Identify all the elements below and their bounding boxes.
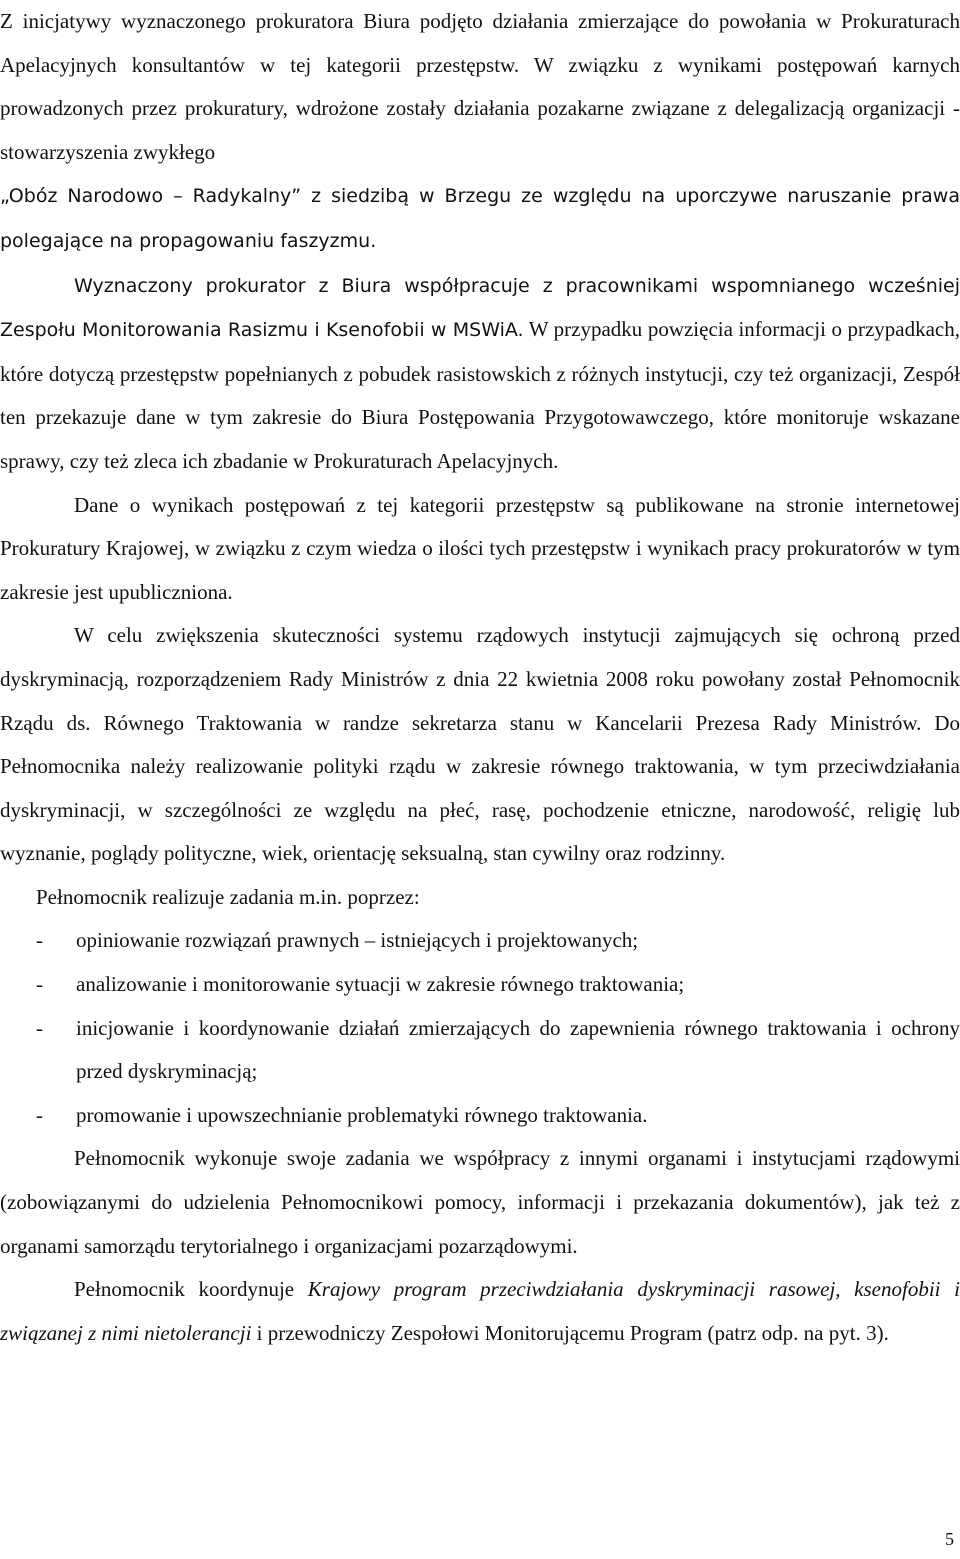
paragraph-oboz-narodowo-text: „Obóz Narodowo – Radykalny” z siedzibą w Brzegu ze względu na uporczywe naruszanie prawa polegające na propagowaniu faszyzmu. (0, 185, 960, 252)
list-item (0, 963, 960, 1007)
paragraph-cooperation-organs: Pełnomocnik wykonuje swoje zadania we współpracy z innymi organami i instytucjami rządowymi (zobowiązanymi do udzielenia Pełnomocnikowi pomocy, informacji i przekazania dokumentów), jak też z organami samorządu terytorialnego i organizacjami pozarządowymi. (0, 1146, 960, 1258)
page-number: 5 (945, 1529, 954, 1549)
list-item (0, 919, 960, 963)
list-item-text: analizowanie i monitorowanie sytuacji w zakresie równego traktowania; (76, 972, 685, 997)
paragraph-national-program-after: i przewodniczy Zespołowi Monitorującemu Program (patrz odp. na pyt. 3). (251, 1320, 889, 1345)
list-item-text: opiniowanie rozwiązań prawnych – istniejących i projektowanych; (76, 928, 639, 953)
paragraph-consultants (0, 0, 960, 174)
paragraph-cooperation (0, 264, 960, 484)
paragraph-cooperation-serif: W przypadku powzięcia informacji o przypadkach, które dotyczą przestępstw popełnianych z pobudek rasistowskich z różnych instytucji, czy też organizacji, Zespół ten przekazuje dane w tym zakresie do Biura Postępowania Przygotowawczego, które monitoruje wskazane sprawy, czy też zleca ich zbadanie w Prokuraturach Apelacyjnych. (0, 317, 960, 473)
paragraph-national-program-before: Pełnomocnik koordynuje (74, 1277, 308, 1302)
program-title: Krajowy program przeciwdziałania dyskryminacji rasowej, ksenofobii i związanej z nimi nietolerancji (0, 1277, 960, 1345)
paragraph-plenipotentiary: W celu zwiększenia skuteczności systemu rządowych instytucji zajmujących się ochroną przed dyskryminacją, rozporządzeniem Rady Ministrów z dnia 22 kwietnia 2008 roku powołany został Pełnomocnik Rządu ds. Równego Traktowania w randze sekretarza stanu w Kancelarii Prezesa Rady Ministrów. Do Pełnomocnika należy realizowanie polityki rządu w zakresie równego traktowania, w tym przeciwdziałania dyskryminacji, w szczególności ze względu na płeć, rasę, pochodzenie etniczne, narodowość, religię lub wyznanie, poglądy polityczne, wiek, orientację seksualną, stan cywilny oraz rodzinny. (0, 623, 960, 866)
list-intro: Pełnomocnik realizuje zadania m.in. poprzez: (36, 884, 420, 909)
list-item-text: inicjowanie i koordynowanie działań zmierzających do zapewnienia równego traktowania i ochrony przed dyskryminacją; (76, 1015, 960, 1084)
paragraph-cooperation-sans: Wyznaczony prokurator z Biura współpracuje z pracownikami wspomnianego wcześniej Zespołu Monitorowania Rasizmu i Ksenofobii w MSWiA. (0, 274, 960, 342)
paragraph-consultants-text: Z inicjatywy wyznaczonego prokuratora Biura podjęto działania zmierzające do powołania w Prokuraturach Apelacyjnych konsultantów w tej kategorii przestępstw. W związku z wynikami postępowań karnych prowadzonych przez prokuratury, wdrożone zostały działania pozakarne związane z delegalizacją organizacji - stowarzyszenia zwykłego (0, 9, 960, 164)
list-item (0, 1007, 960, 1094)
list-dash: - (36, 1015, 43, 1040)
list-item (0, 1094, 960, 1138)
paragraph-publication: Dane o wynikach postępowań z tej kategorii przestępstw są publikowane na stronie internetowej Prokuratury Krajowej, w związku z czym wiedza o ilości tych przestępstw i wynikach pracy prokuratorów w tym zakresie jest upubliczniona. (0, 492, 960, 604)
paragraph-oboz-narodowo (0, 174, 960, 263)
list-dash: - (36, 1102, 43, 1127)
paragraph-national-program (0, 1268, 960, 1355)
list-item-text: promowanie i upowszechnianie problematyki równego traktowania. (76, 1102, 648, 1127)
task-list (0, 919, 960, 1137)
list-dash: - (36, 928, 43, 953)
list-dash: - (36, 972, 43, 997)
